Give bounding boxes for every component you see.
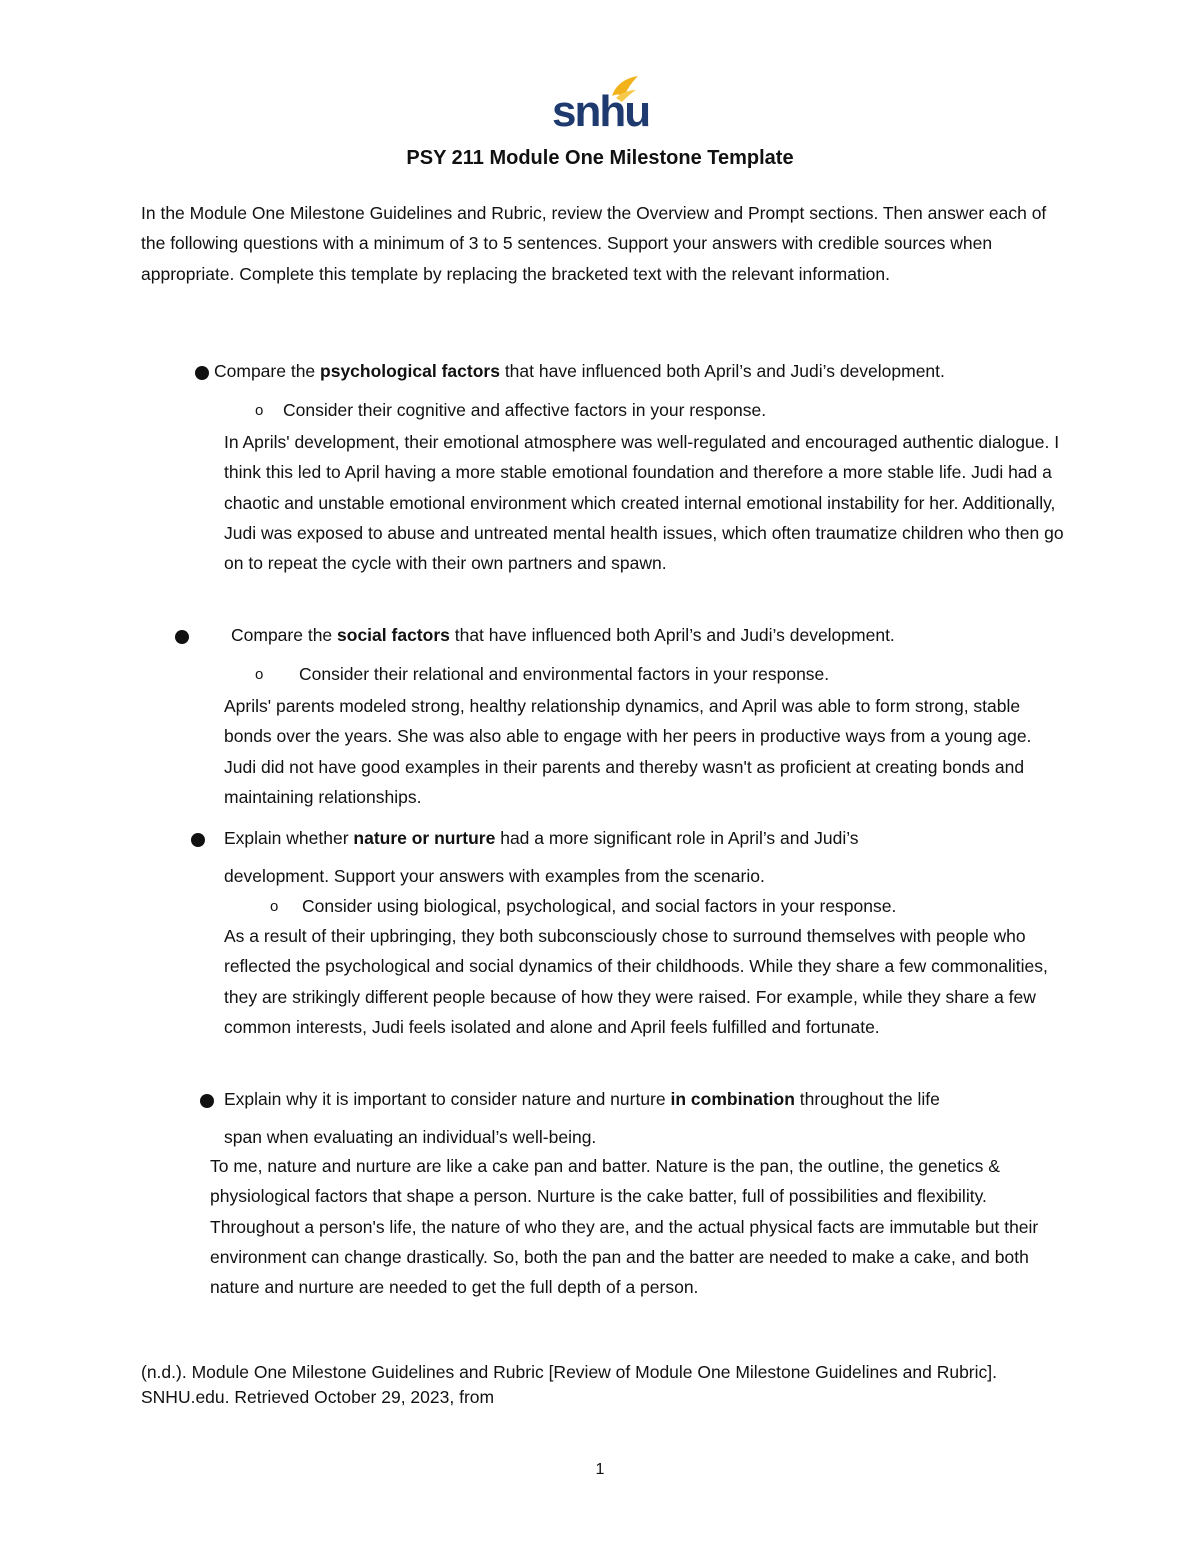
bullet-icon [200, 1094, 214, 1108]
sub-bullet-marker: o [270, 898, 279, 915]
snhu-logo [552, 74, 650, 138]
section-prompt-continued: development. Support your answers with examples from the scenario. [224, 866, 765, 886]
page-title: PSY 211 Module One Milestone Template [406, 147, 794, 169]
answer-paragraph: In Aprils' development, their emotional atmosphere was well-regulated and encouraged authentic dialogue. I think this led to April having a more stable emotional foundation and therefore a more stable life. Judi had a chaotic and unstable emotional environment which created internal emotional instability for her. Additionally, Judi was exposed to abuse and untreated mental health issues, which often traumatize children who then go on to repeat the cycle with their own partners and spawn. [224, 432, 1064, 574]
sub-bullet-marker: o [255, 402, 264, 419]
section-prompt-continued: span when evaluating an individual’s well-being. [224, 1127, 597, 1147]
page-number: 1 [595, 1461, 605, 1478]
answer-paragraph: To me, nature and nurture are like a cake pan and batter. Nature is the pan, the outline, the genetics & physiological factors that shape a person. Nurture is the cake batter, full of possibilities and flexibility. Throughout a person's life, the nature of who they are, and the actual physical facts are immutable but their environment can change drastically. So, both the pan and the batter are needed to make a cake, and both nature and nurture are needed to get the full depth of a person. [210, 1156, 1039, 1298]
section-prompt: Explain why it is important to consider nature and nurture in combination throughout the life [224, 1089, 940, 1109]
section-prompt: Explain whether nature or nurture had a more significant role in April’s and Judi’s [224, 828, 859, 848]
sub-prompt: Consider their cognitive and affective factors in your response. [283, 400, 767, 420]
bullet-icon [191, 833, 205, 847]
bullet-icon [195, 366, 209, 380]
section-prompt: Compare the psychological factors that have influenced both April’s and Judi’s development. [214, 361, 945, 381]
intro-paragraph: In the Module One Milestone Guidelines and Rubric, review the Overview and Prompt sections. Then answer each of the following questions with a minimum of 3 to 5 sentences. Support your answers with credible sources when appropriate. Complete this template by replacing the bracketed text with the relevant information. [141, 203, 1047, 284]
answer-paragraph: Aprils' parents modeled strong, healthy relationship dynamics, and April was able to form strong, stable bonds over the years. She was also able to engage with her peers in productive ways from a young age. Judi did not have good examples in their parents and thereby wasn't as proficient at creating bonds and maintaining relationships. [224, 696, 1032, 807]
sub-prompt: Consider using biological, psychological, and social factors in your response. [302, 896, 897, 916]
section-prompt: Compare the social factors that have influenced both April’s and Judi’s development. [231, 625, 895, 645]
citation: (n.d.). Module One Milestone Guidelines and Rubric [Review of Module One Milestone Guidelines and Rubric]. SNHU.edu. Retrieved October 29, 2023, from [141, 1362, 997, 1407]
sub-bullet-marker: o [255, 666, 264, 683]
sub-prompt: Consider their relational and environmental factors in your response. [299, 664, 830, 684]
logo-wordmark: snhu [552, 87, 650, 136]
answer-paragraph: As a result of their upbringing, they both subconsciously chose to surround themselves with people who reflected the psychological and social dynamics of their childhoods. While they share a few commonalities, they are strikingly different people because of how they were raised. For example, while they share a few common interests, Judi feels isolated and alone and April feels fulfilled and fortunate. [224, 926, 1048, 1037]
bullet-icon [175, 630, 189, 644]
